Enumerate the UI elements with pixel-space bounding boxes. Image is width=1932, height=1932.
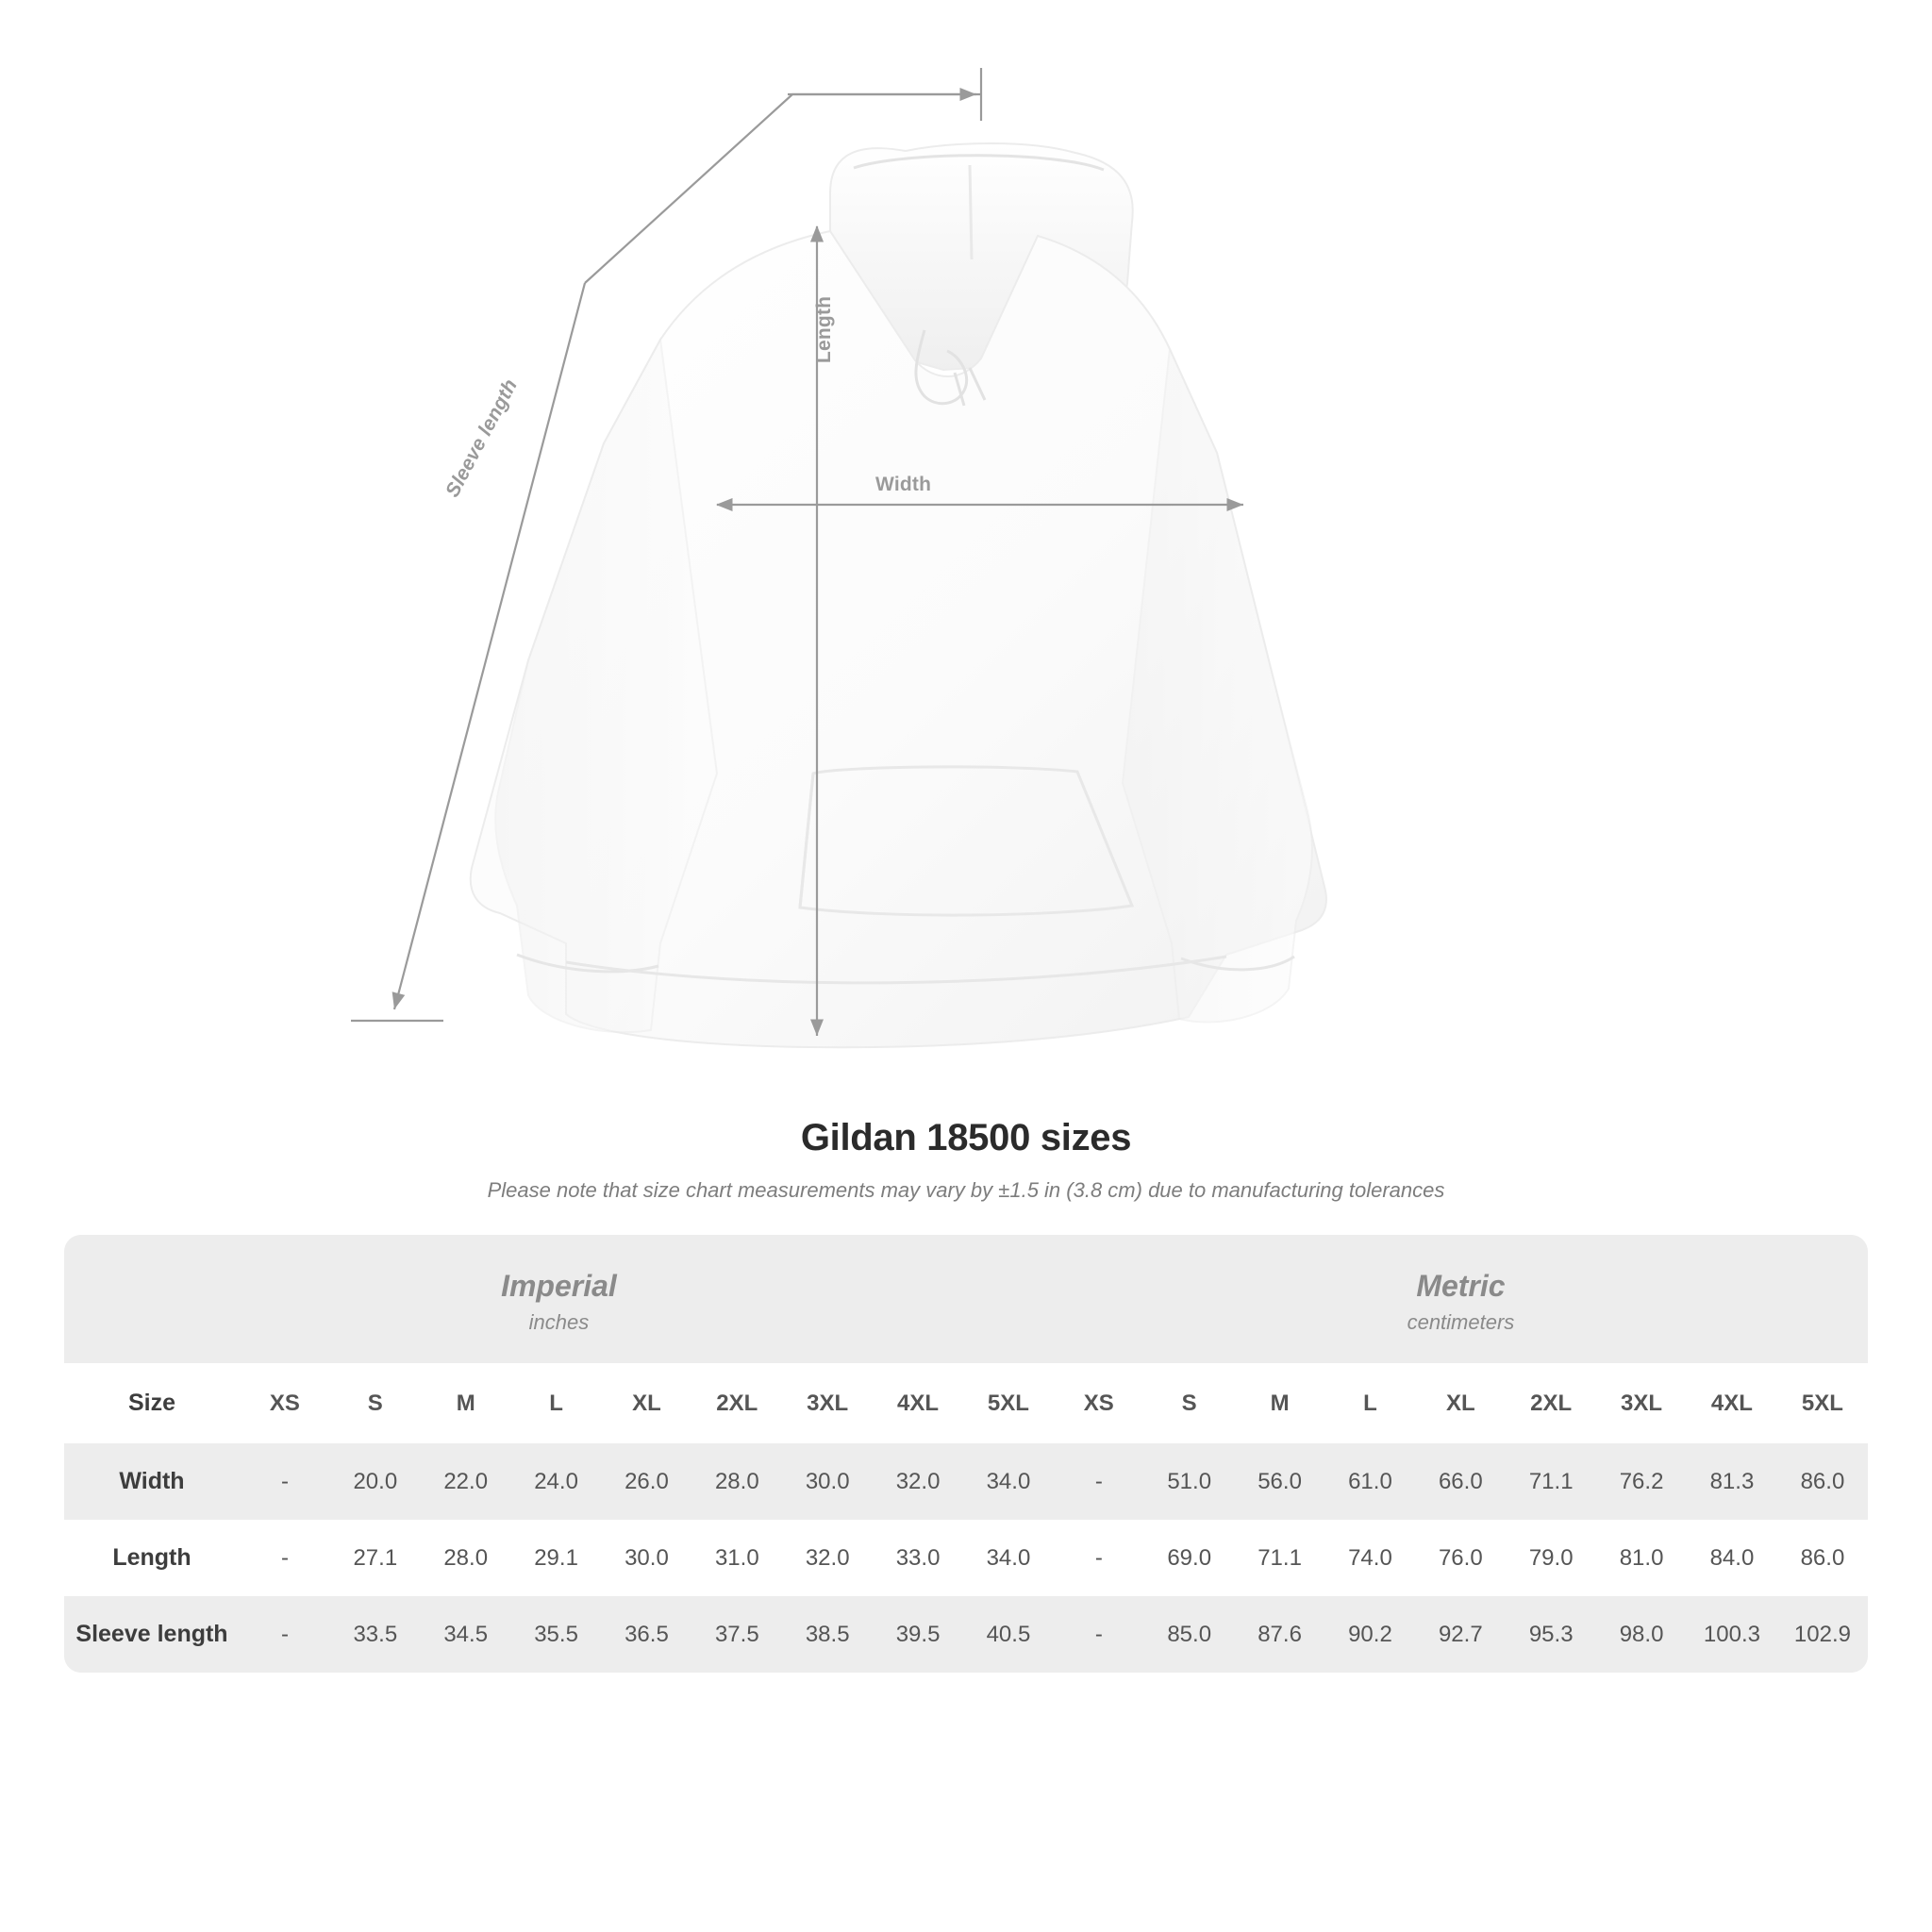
hoodie-shape xyxy=(471,143,1326,1047)
cell-width-12: 61.0 xyxy=(1325,1443,1416,1520)
cell-width-17: 86.0 xyxy=(1777,1443,1868,1520)
cell-length-6: 32.0 xyxy=(782,1520,873,1596)
header-size-5xl-imperial: 5XL xyxy=(963,1363,1054,1443)
cell-sleeve-7: 39.5 xyxy=(873,1596,963,1673)
width-label: Width xyxy=(875,474,932,495)
cell-length-8: 34.0 xyxy=(963,1520,1054,1596)
header-size-2xl-imperial: 2XL xyxy=(691,1363,782,1443)
header-size-xs-imperial: XS xyxy=(240,1363,330,1443)
cell-length-9: - xyxy=(1054,1520,1144,1596)
cell-sleeve-8: 40.5 xyxy=(963,1596,1054,1673)
cell-length-4: 30.0 xyxy=(602,1520,692,1596)
header-size-m-imperial: M xyxy=(421,1363,511,1443)
cell-length-16: 84.0 xyxy=(1687,1520,1777,1596)
cell-width-8: 34.0 xyxy=(963,1443,1054,1520)
cell-width-0: - xyxy=(240,1443,330,1520)
header-size-m-metric: M xyxy=(1235,1363,1325,1443)
cell-sleeve-0: - xyxy=(240,1596,330,1673)
length-label: Length xyxy=(813,295,835,363)
table-row-width xyxy=(64,1443,1868,1520)
cell-width-13: 66.0 xyxy=(1415,1443,1506,1520)
cell-sleeve-13: 92.7 xyxy=(1415,1596,1506,1673)
header-size-4xl-imperial: 4XL xyxy=(873,1363,963,1443)
cell-sleeve-4: 36.5 xyxy=(602,1596,692,1673)
cell-length-1: 27.1 xyxy=(330,1520,421,1596)
cell-length-2: 28.0 xyxy=(421,1520,511,1596)
cell-sleeve-6: 38.5 xyxy=(782,1596,873,1673)
cell-sleeve-9: - xyxy=(1054,1596,1144,1673)
cell-width-15: 76.2 xyxy=(1596,1443,1687,1520)
cell-sleeve-16: 100.3 xyxy=(1687,1596,1777,1673)
imperial-unit-cell xyxy=(64,1235,1054,1363)
table-header-row xyxy=(64,1363,1868,1443)
table-row-length xyxy=(64,1520,1868,1596)
header-size-s-imperial: S xyxy=(330,1363,421,1443)
title-block xyxy=(0,1117,1932,1203)
header-size-3xl-imperial: 3XL xyxy=(782,1363,873,1443)
header-size-xl-imperial: XL xyxy=(602,1363,692,1443)
metric-unit-name: Metric xyxy=(1416,1269,1506,1303)
cell-width-14: 71.1 xyxy=(1506,1443,1596,1520)
cell-width-4: 26.0 xyxy=(602,1443,692,1520)
header-size-5xl-metric: 5XL xyxy=(1777,1363,1868,1443)
cell-length-5: 31.0 xyxy=(691,1520,782,1596)
sleeve-length-label: Sleeve length xyxy=(441,375,523,501)
cell-width-11: 56.0 xyxy=(1235,1443,1325,1520)
imperial-unit-sub: inches xyxy=(528,1310,590,1334)
page-title: Gildan 18500 sizes xyxy=(800,1117,1132,1158)
cell-sleeve-10: 85.0 xyxy=(1144,1596,1235,1673)
imperial-unit-name: Imperial xyxy=(501,1269,617,1303)
cell-length-3: 29.1 xyxy=(511,1520,602,1596)
cell-length-13: 76.0 xyxy=(1415,1520,1506,1596)
cell-sleeve-3: 35.5 xyxy=(511,1596,602,1673)
size-table xyxy=(64,1235,1868,1673)
cell-width-16: 81.3 xyxy=(1687,1443,1777,1520)
cell-length-11: 71.1 xyxy=(1235,1520,1325,1596)
table-row-sleeve-length xyxy=(64,1596,1868,1673)
row-label-sleeve-length: Sleeve length xyxy=(64,1596,240,1673)
tolerance-note: Please note that size chart measurements may vary by ±1.5 in (3.8 cm) due to manufacturing tolerances xyxy=(487,1178,1445,1202)
cell-width-3: 24.0 xyxy=(511,1443,602,1520)
cell-length-7: 33.0 xyxy=(873,1520,963,1596)
cell-sleeve-5: 37.5 xyxy=(691,1596,782,1673)
header-size-s-metric: S xyxy=(1144,1363,1235,1443)
cell-length-17: 86.0 xyxy=(1777,1520,1868,1596)
size-table-container xyxy=(64,1235,1868,1673)
header-size-xl-metric: XL xyxy=(1415,1363,1506,1443)
cell-width-7: 32.0 xyxy=(873,1443,963,1520)
header-size-xs-metric: XS xyxy=(1054,1363,1144,1443)
header-size: Size xyxy=(64,1363,240,1443)
cell-sleeve-2: 34.5 xyxy=(421,1596,511,1673)
cell-length-10: 69.0 xyxy=(1144,1520,1235,1596)
cell-sleeve-1: 33.5 xyxy=(330,1596,421,1673)
cell-sleeve-17: 102.9 xyxy=(1777,1596,1868,1673)
header-size-3xl-metric: 3XL xyxy=(1596,1363,1687,1443)
cell-sleeve-14: 95.3 xyxy=(1506,1596,1596,1673)
cell-width-1: 20.0 xyxy=(330,1443,421,1520)
cell-width-9: - xyxy=(1054,1443,1144,1520)
header-size-l-metric: L xyxy=(1325,1363,1416,1443)
cell-length-15: 81.0 xyxy=(1596,1520,1687,1596)
cell-length-14: 79.0 xyxy=(1506,1520,1596,1596)
cell-sleeve-11: 87.6 xyxy=(1235,1596,1325,1673)
metric-unit-sub: centimeters xyxy=(1407,1310,1515,1334)
cell-width-5: 28.0 xyxy=(691,1443,782,1520)
cell-sleeve-12: 90.2 xyxy=(1325,1596,1416,1673)
cell-length-12: 74.0 xyxy=(1325,1520,1416,1596)
cell-width-2: 22.0 xyxy=(421,1443,511,1520)
row-label-length: Length xyxy=(64,1520,240,1596)
cell-length-0: - xyxy=(240,1520,330,1596)
cell-sleeve-15: 98.0 xyxy=(1596,1596,1687,1673)
units-row xyxy=(64,1235,1868,1363)
cell-width-6: 30.0 xyxy=(782,1443,873,1520)
header-size-4xl-metric: 4XL xyxy=(1687,1363,1777,1443)
header-size-l-imperial: L xyxy=(511,1363,602,1443)
cell-width-10: 51.0 xyxy=(1144,1443,1235,1520)
row-label-width: Width xyxy=(64,1443,240,1520)
metric-unit-cell xyxy=(1054,1235,1868,1363)
header-size-2xl-metric: 2XL xyxy=(1506,1363,1596,1443)
